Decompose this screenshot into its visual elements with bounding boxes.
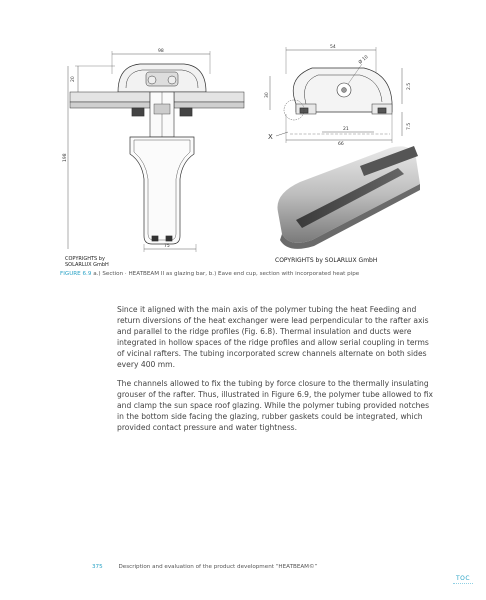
figure-caption (60, 271, 440, 277)
paragraph-text: Since it aligned with the main axis of the polymer tubing the heat Feeding and return diversions of the heat exchanger were lead perpendicular to the rafter axis and parallel to the ridge profiles (Fig. 6.8). Thermal insulation and ducts were integrated in hollow spaces of the ridge profiles and allow serial coupling in terms of vicinal rafters. The tubing incorporated screw channels alternate on both sides every 400 mm. (117, 305, 429, 369)
dim-total-width: 66 (338, 142, 344, 147)
footer-title: Description and evaluation of the product development “HEATBEAM©” (118, 564, 318, 570)
dim-total-height: 198 (63, 153, 68, 162)
dim-diameter: Ø 10 (358, 54, 370, 66)
toc-underline (453, 583, 473, 584)
dim-cup-top-width: 54 (330, 45, 336, 50)
figure-caption-text: a.) Section · HEATBEAM II as glazing bar, b.) Eave end cup, section with incorporated heat pipe (93, 271, 360, 277)
dim-left-height: 20 (71, 76, 76, 82)
dim-inner-width: 21 (343, 127, 349, 132)
copyright-right: COPYRIGHTS by SOLARLUX GmbH (275, 257, 378, 264)
page-number: 375 (92, 564, 103, 570)
copyright-left-line1: COPYRIGHTS by (65, 256, 105, 262)
technical-figure (60, 44, 424, 270)
toc-link[interactable] (452, 575, 474, 584)
body-paragraph-1 (117, 304, 435, 370)
dim-side-height: 30 (265, 92, 270, 98)
end-cup-3d-render (277, 146, 420, 249)
paragraph-text: The channels allowed to fix the tubing by force closure to the thermally insulating grouser of the rafter. Thus, illustrated in Figure 6.9, the polymer tube allowed to fix and clamp the sun space roof glazing. While the polymer tubing provided notches in the bottom side facing the glazing, rubber gaskets could be integrated, which provided contact pressure and water tightness. (117, 379, 434, 432)
dim-right-top: 2.5 (407, 82, 412, 90)
figure-label: FIGURE 6.9 (60, 271, 92, 277)
toc-label: TOC (455, 575, 471, 582)
eave-end-cup-drawing (270, 47, 402, 143)
section-marker-x: X (268, 133, 273, 141)
glazing-bar-section-drawing (68, 51, 244, 252)
page-footer (92, 564, 318, 570)
dim-bottom-width: 75 (164, 244, 170, 249)
body-paragraph-2 (117, 378, 435, 433)
dim-top-width: 98 (158, 49, 164, 54)
dim-right-bottom: 7.5 (407, 122, 412, 130)
copyright-left (65, 256, 109, 268)
copyright-left-line2: SOLARLUX GmbH (65, 262, 109, 268)
